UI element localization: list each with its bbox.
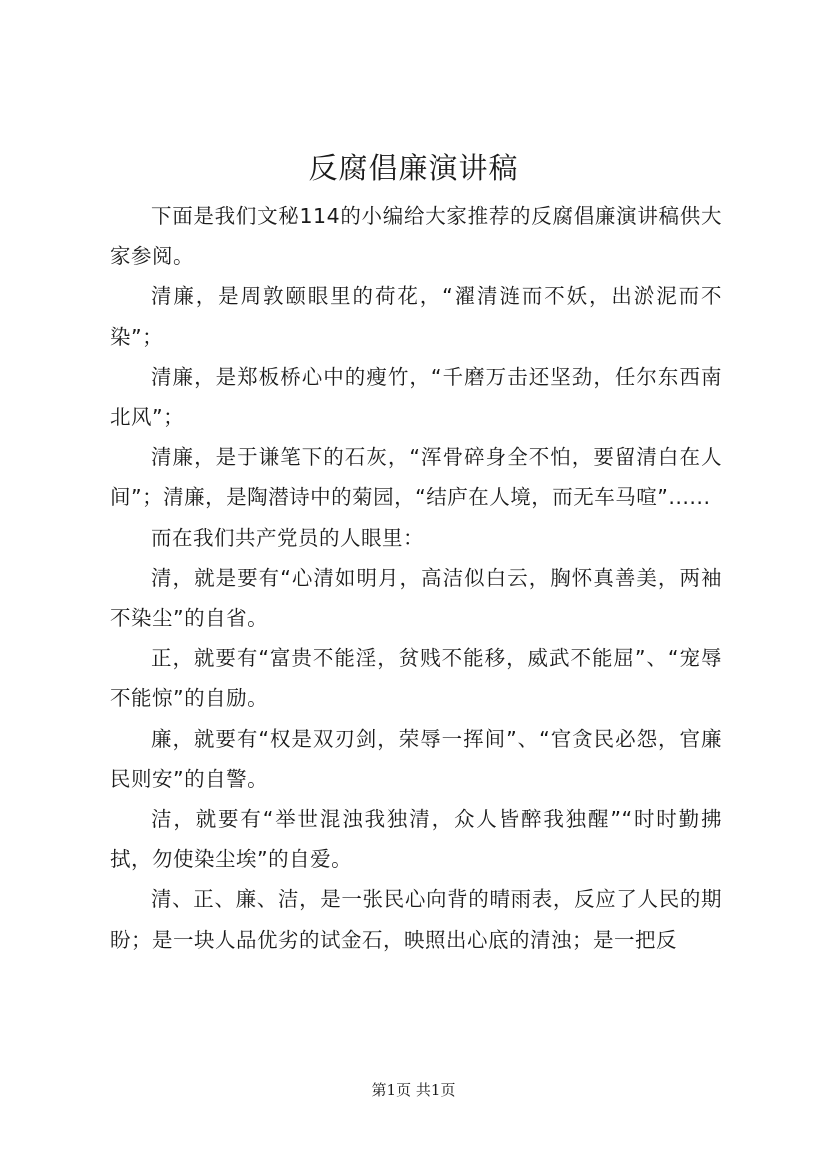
- paragraph: 清廉，是郑板桥心中的瘦竹，“千磨万击还坚劲，任尔东西南北风”；: [110, 364, 722, 430]
- total-label-prefix: 共: [415, 1081, 431, 1099]
- paragraph: 廉，就要有“权是双刃剑，荣辱一挥间”、“官贪民必怨，官廉民则安”的自警。: [110, 726, 722, 791]
- page-footer: [0, 1079, 827, 1101]
- paragraph: 清廉，是周敦颐眼里的荷花，“濯清涟而不妖，出淤泥而不染”；: [110, 284, 722, 349]
- paragraph: 清廉，是于谦笔下的石灰，“浑骨碎身全不怕，要留清白在人间”；清廉，是陶潜诗中的菊园，“结庐在人境，而无车马喧”......: [110, 445, 722, 510]
- paragraph: 清，就是要有“心清如明月，高洁似白云，胸怀真善美，两袖不染尘”的自省。: [110, 565, 722, 631]
- total-pages: 1: [430, 1081, 441, 1099]
- document-body: [110, 196, 722, 960]
- total-label-suffix: 页: [440, 1081, 456, 1099]
- paragraph: 而在我们共产党员的人眼里：: [151, 525, 424, 550]
- page-number: 1: [386, 1081, 397, 1099]
- page-label-prefix: 第: [371, 1081, 387, 1099]
- page-label-suffix: 页: [396, 1081, 412, 1099]
- paragraph: 下面是我们文秘114的小编给大家推荐的反腐倡廉演讲稿供大家参阅。: [110, 204, 722, 269]
- document-title: 反腐倡廉演讲稿: [308, 151, 519, 185]
- paragraph: 洁，就要有“举世混浊我独清，众人皆醉我独醒”“时时勤拂拭，勿使染尘埃”的自爱。: [110, 807, 722, 872]
- paragraph: 正，就要有“富贵不能淫，贫贱不能移，威武不能屈”、“宠辱不能惊”的自励。: [110, 646, 722, 711]
- paragraph: 清、正、廉、洁，是一张民心向背的晴雨表，反应了人民的期盼；是一块人品优劣的试金石，映照出心底的清浊；是一把反: [110, 887, 722, 952]
